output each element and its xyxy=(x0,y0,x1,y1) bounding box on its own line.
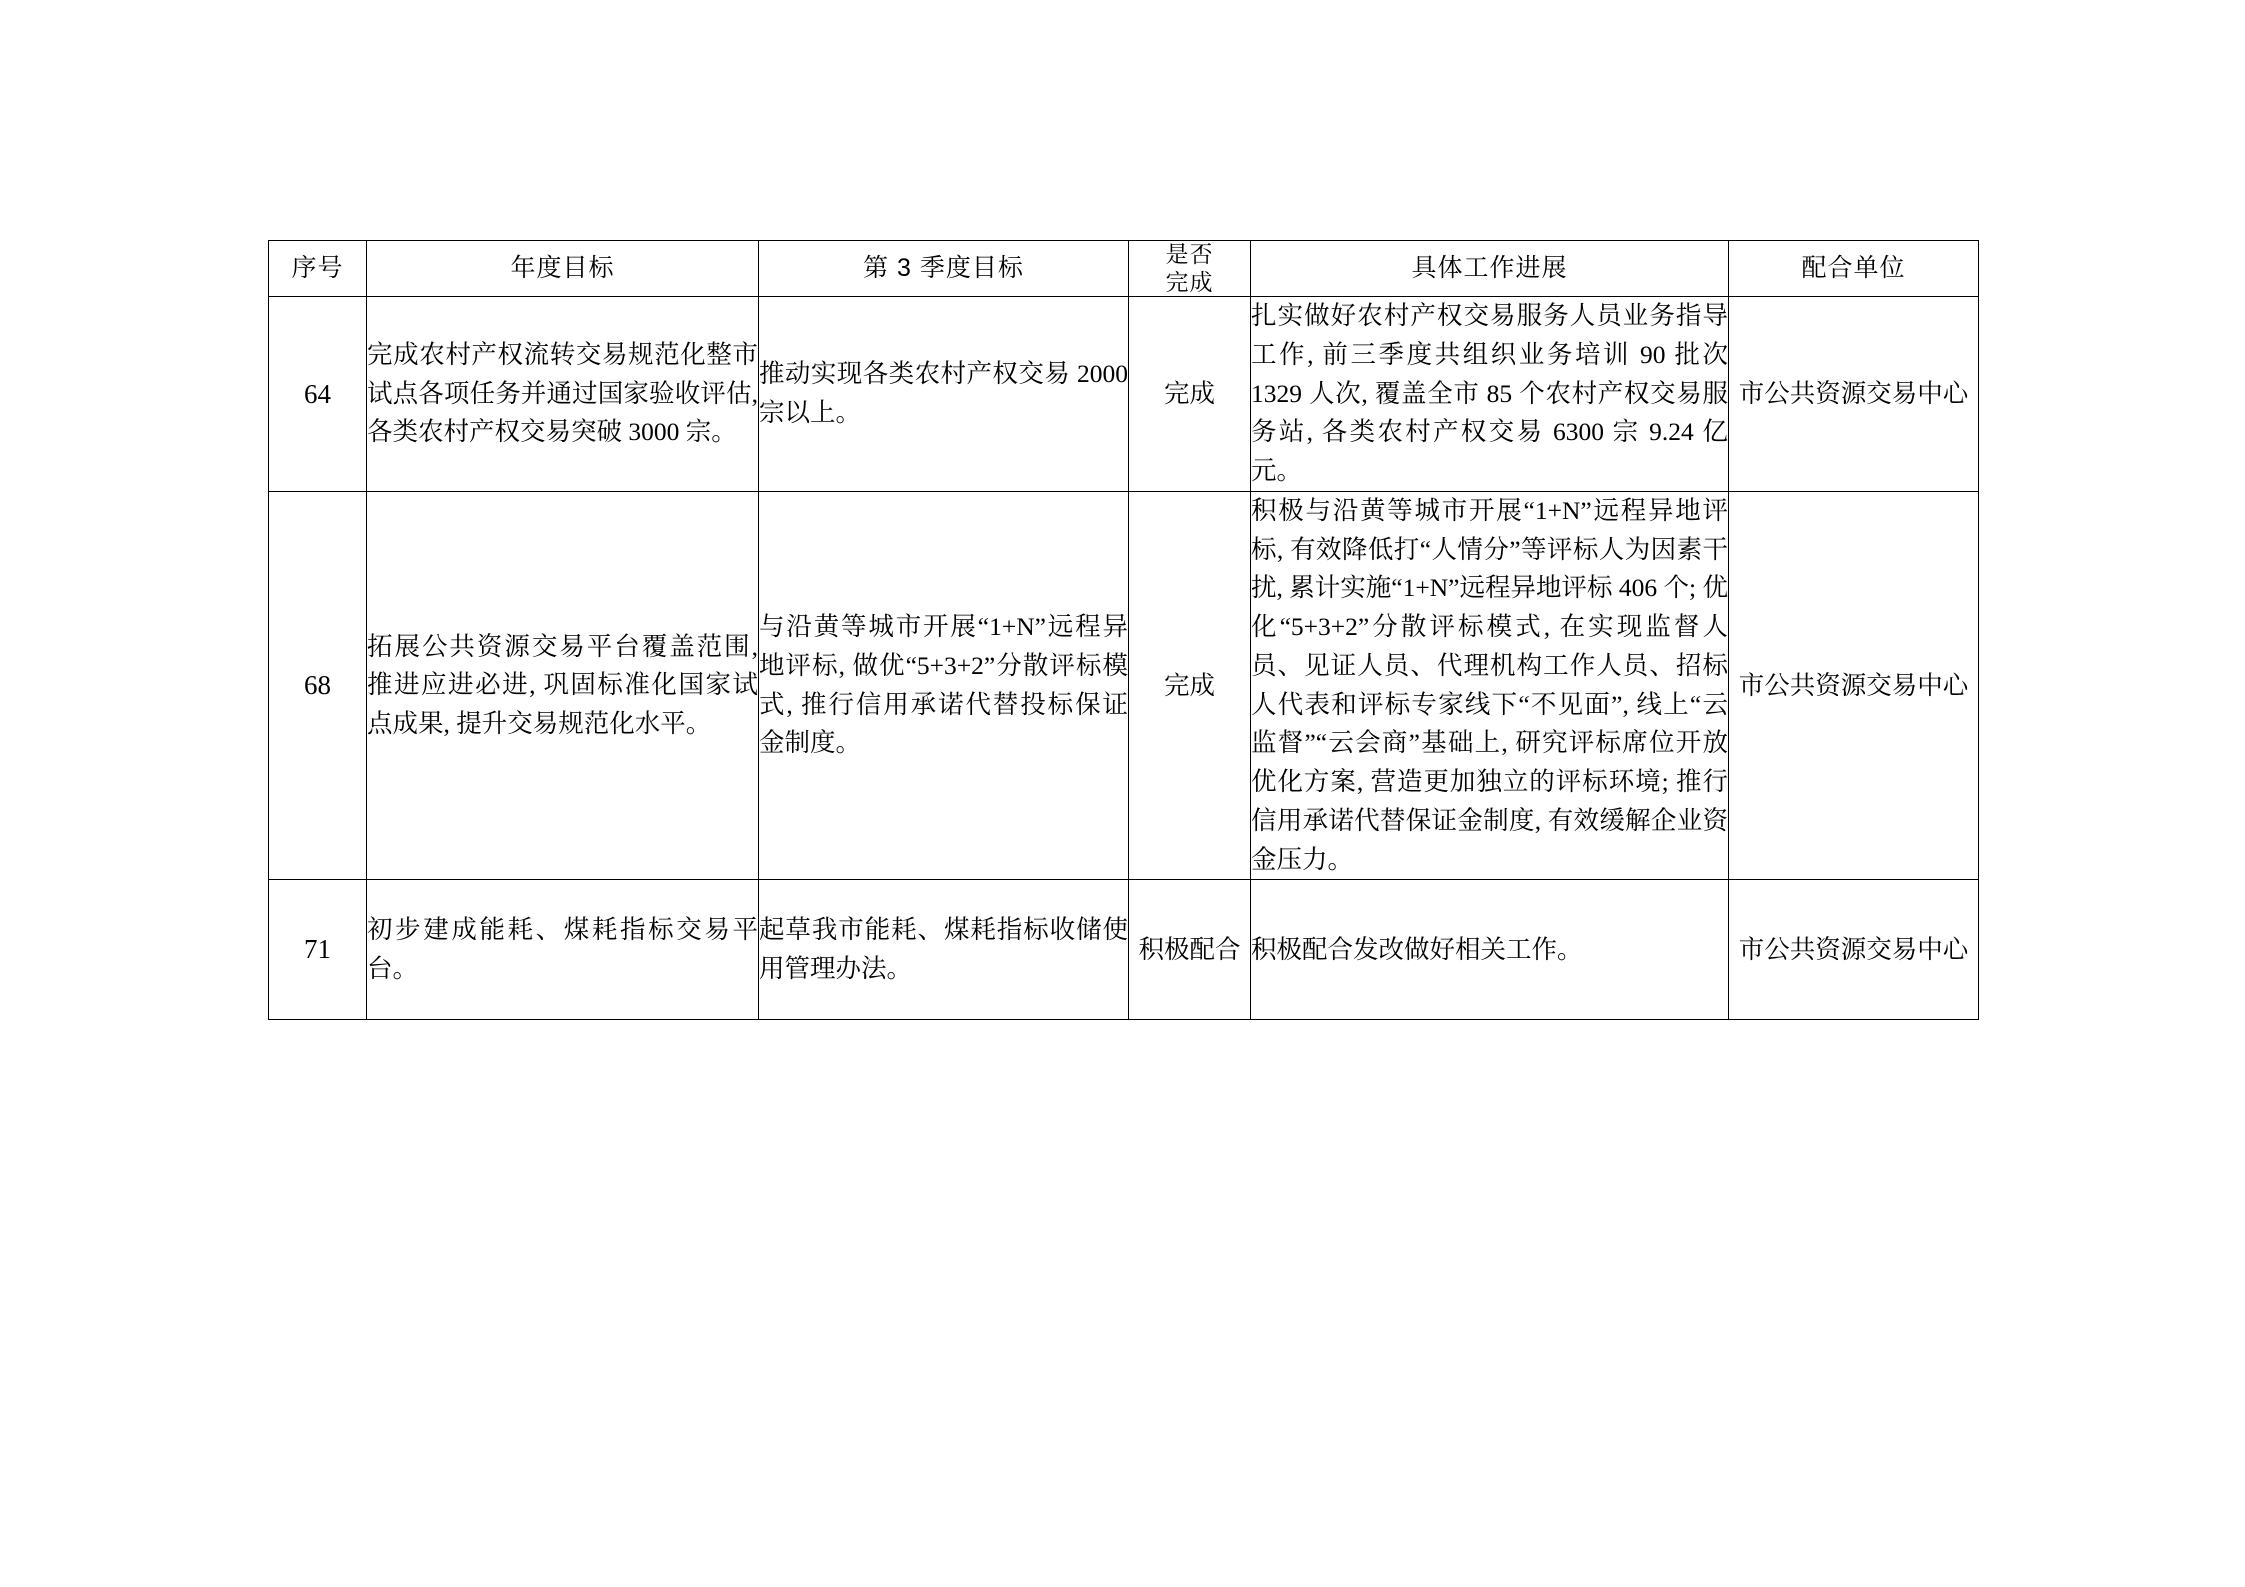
column-header-seq: 序号 xyxy=(269,241,367,297)
row-q3-goal: 与沿黄等城市开展“1+N”远程异地评标, 做优“5+3+2”分散评标模式, 推行信用承诺代替投标保证金制度。 xyxy=(759,491,1129,880)
row-unit-text: 市公共资源交易中心 xyxy=(1738,934,1969,964)
column-header-annual-goal: 年度目标 xyxy=(367,241,759,297)
row-unit xyxy=(1729,491,1979,880)
column-header-completed-line1: 是否 xyxy=(1165,241,1214,267)
row-annual-goal: 初步建成能耗、煤耗指标交易平台。 xyxy=(367,880,759,1020)
row-progress: 扎实做好农村产权交易服务人员业务指导工作, 前三季度共组织业务培训 90 批次 1329 人次, 覆盖全市 85 个农村产权交易服务站, 各类农村产权交易 6300 宗 9.24 亿元。 xyxy=(1251,297,1729,492)
table-row xyxy=(269,297,1979,492)
column-header-progress: 具体工作进展 xyxy=(1251,241,1729,297)
work-progress-table xyxy=(268,240,1979,1020)
row-completed: 积极配合 xyxy=(1129,880,1251,1020)
table-header xyxy=(269,241,1979,297)
column-header-unit: 配合单位 xyxy=(1729,241,1979,297)
table-body xyxy=(269,297,1979,1020)
row-q3-goal: 起草我市能耗、煤耗指标收储使用管理办法。 xyxy=(759,880,1129,1020)
table-header-row xyxy=(269,241,1979,297)
column-header-completed-line2: 完成 xyxy=(1165,268,1214,295)
row-annual-goal: 完成农村产权流转交易规范化整市试点各项任务并通过国家验收评估,各类农村产权交易突破 3000 宗。 xyxy=(367,297,759,492)
column-header-completed xyxy=(1129,241,1251,297)
row-seq: 71 xyxy=(269,880,367,1020)
table-row xyxy=(269,491,1979,880)
row-unit xyxy=(1729,880,1979,1020)
row-seq: 68 xyxy=(269,491,367,880)
row-unit-text: 市公共资源交易中心 xyxy=(1738,670,1969,700)
row-annual-goal: 拓展公共资源交易平台覆盖范围, 推进应进必进, 巩固标准化国家试点成果, 提升交易规范化水平。 xyxy=(367,491,759,880)
row-completed: 完成 xyxy=(1129,297,1251,492)
row-completed: 完成 xyxy=(1129,491,1251,880)
row-unit-text: 市公共资源交易中心 xyxy=(1738,378,1969,408)
row-q3-goal: 推动实现各类农村产权交易 2000 宗以上。 xyxy=(759,297,1129,492)
row-unit xyxy=(1729,297,1979,492)
row-progress: 积极配合发改做好相关工作。 xyxy=(1251,880,1729,1020)
table-container xyxy=(268,240,1978,1020)
row-progress: 积极与沿黄等城市开展“1+N”远程异地评标, 有效降低打“人情分”等评标人为因素干扰, 累计实施“1+N”远程异地评标 406 个; 优化“5+3+2”分散评标模式, 在实现监督人员、见证人员、代理机构工作人员、招标人代表和评标专家线下“不见面”, 线上“云监督”“云会商”基础上, 研究评标席位开放优化方案, 营造更加独立的评标环境; 推行信用承诺代替保证金制度, 有效缓解企业资金压力。 xyxy=(1251,491,1729,880)
row-seq: 64 xyxy=(269,297,367,492)
table-row xyxy=(269,880,1979,1020)
column-header-q3-goal: 第 3 季度目标 xyxy=(759,241,1129,297)
